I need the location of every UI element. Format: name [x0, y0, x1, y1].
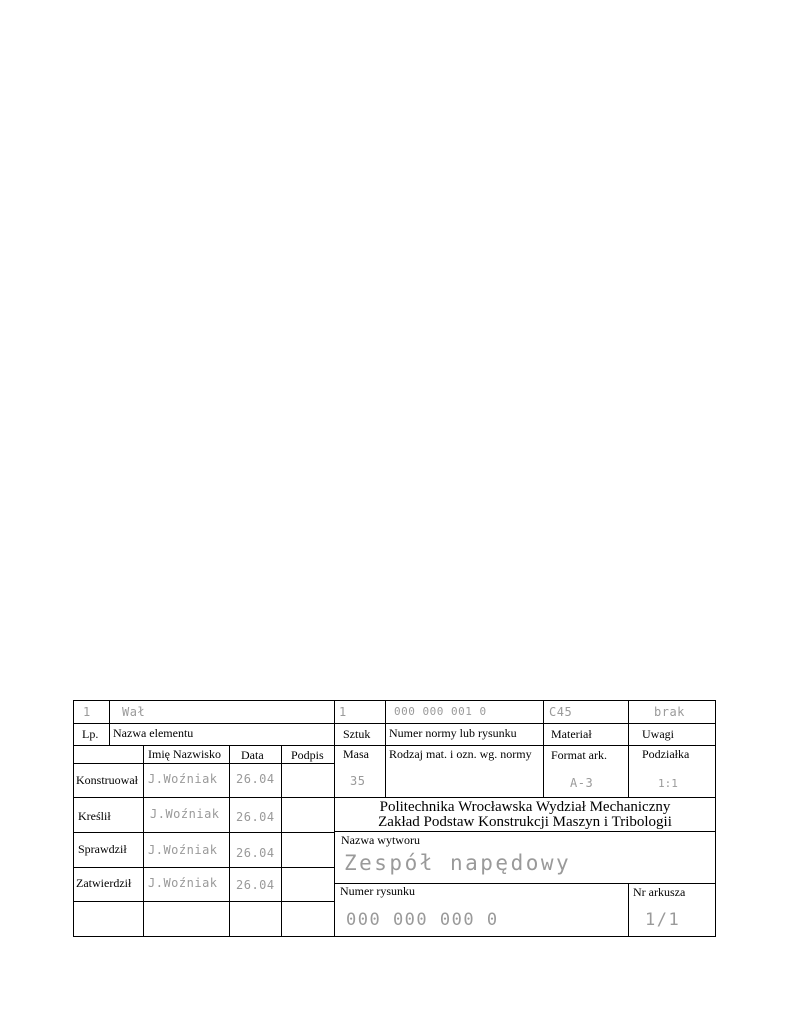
role-person-name: J.Woźniak	[148, 843, 218, 857]
header-lp: Lp.	[82, 727, 99, 741]
part-notes-value: brak	[654, 705, 685, 719]
drawing-number-value: 000 000 000 0	[346, 910, 499, 930]
role-date: 26.04	[236, 878, 275, 892]
grid-line	[628, 883, 629, 937]
grid-line	[109, 700, 110, 745]
grid-line	[73, 745, 716, 746]
part-qty-value: 1	[339, 705, 347, 719]
part-lp-value: 1	[83, 705, 91, 719]
sheet-number-value: 1/1	[645, 910, 681, 930]
grid-line	[73, 867, 334, 868]
grid-line	[73, 700, 716, 701]
grid-line	[229, 745, 230, 937]
part-name-value: Wał	[122, 705, 146, 719]
department-name: Zakład Podstaw Konstrukcji Maszyn i Tribologii	[378, 814, 672, 830]
header-material-kind: Rodzaj mat. i ozn. wg. normy	[389, 747, 532, 761]
scale-value: 1:1	[658, 777, 678, 790]
grid-line	[334, 831, 716, 832]
product-name-value: Zespół napędowy	[344, 851, 572, 875]
grid-line	[628, 700, 629, 797]
header-scale: Podziałka	[642, 747, 690, 761]
header-mass: Masa	[343, 747, 369, 761]
grid-line	[73, 832, 334, 833]
role-label: Kreślił	[78, 809, 111, 823]
role-label: Konstruował	[76, 773, 138, 787]
role-person-name: J.Woźniak	[148, 772, 218, 786]
role-date: 26.04	[236, 810, 275, 824]
header-material: Materiał	[551, 727, 592, 741]
header-name: Nazwa elementu	[113, 726, 194, 740]
role-date: 26.04	[236, 772, 275, 786]
grid-line	[73, 797, 716, 798]
part-material-value: C45	[549, 705, 573, 719]
grid-line	[73, 763, 334, 764]
grid-line	[73, 723, 716, 724]
grid-line	[143, 745, 144, 937]
mass-value: 35	[350, 774, 366, 788]
header-notes: Uwagi	[642, 727, 674, 741]
grid-line	[73, 700, 74, 937]
sheet-number-label: Nr arkusza	[633, 885, 686, 899]
header-qty: Sztuk	[343, 727, 371, 741]
role-person-name: J.Woźniak	[150, 807, 220, 821]
grid-line	[73, 936, 716, 937]
header-number: Numer normy lub rysunku	[389, 726, 517, 740]
grid-line	[385, 700, 386, 797]
drawing-number-label: Numer rysunku	[340, 884, 415, 898]
role-label: Zatwierdził	[76, 876, 132, 890]
header-sheet-format: Format ark.	[551, 748, 607, 762]
role-label: Sprawdził	[78, 842, 127, 856]
header-person-name: Imię Nazwisko	[148, 747, 221, 761]
grid-line	[543, 700, 544, 797]
grid-line	[73, 901, 334, 902]
product-name-label: Nazwa wytworu	[341, 833, 420, 847]
header-sign: Podpis	[291, 748, 324, 762]
part-number-value: 000 000 001 0	[394, 705, 487, 718]
role-person-name: J.Woźniak	[148, 876, 218, 890]
header-date: Data	[241, 748, 264, 762]
role-date: 26.04	[236, 846, 275, 860]
university-name: Politechnika Wrocławska Wydział Mechaniczny	[379, 799, 671, 815]
sheet-format-value: A-3	[570, 776, 594, 790]
grid-line	[281, 745, 282, 937]
